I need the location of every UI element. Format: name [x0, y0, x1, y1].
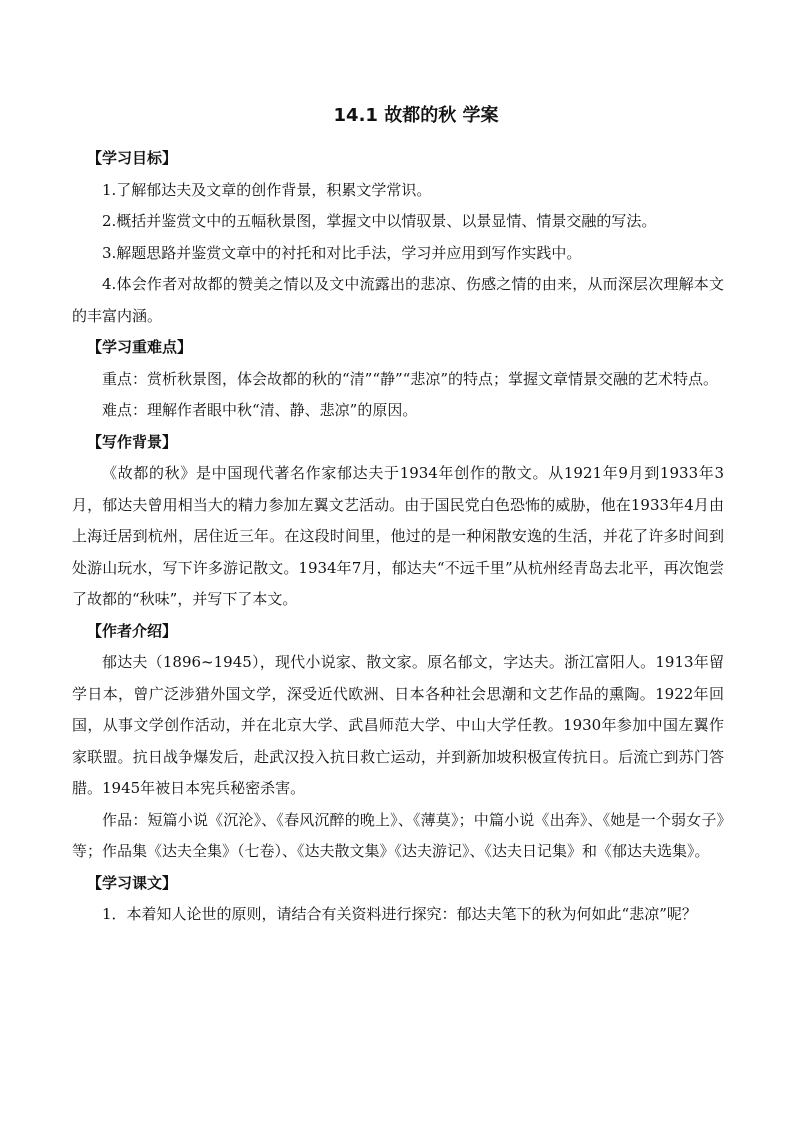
section-heading-key-points: 【学习重难点】	[87, 338, 193, 356]
author-works-paragraph: 作品：短篇小说《沉沦》、《春风沉醉的晚上》、《薄莫》；中篇小说《出奔》、《她是一个弱女子》等；作品集《达夫全集》（七卷）、《达夫散文集》《达夫游记》、《达夫日记集》和《郁达夫选集》。	[72, 810, 724, 860]
goal-item: 2.概括并鉴赏文中的五幅秋景图，掌握文中以情驭景、以景显情、情景交融的写法。	[102, 212, 657, 230]
author-bio-paragraph: 郁达夫（1896~1945），现代小说家、散文家。原名郁文，字达夫。浙江富阳人。1913年留学日本，曾广泛涉猎外国文学，深受近代欧洲、日本各种社会思潮和文艺作品的熏陶。1922年回国，从事文学创作活动，并在北京大学、武昌师范大学、中山大学任教。1930年参加中国左翼作家联盟。抗日战争爆发后，赴武汉投入抗日救亡运动，并到新加坡积极宣传抗日。后流亡到苏门答腊。1945年被日本宪兵秘密杀害。	[72, 653, 724, 797]
goal-item: 3.解题思路并鉴赏文章中的衬托和对比手法，学习并应用到写作实践中。	[102, 243, 582, 262]
goal-item: 1.了解郁达夫及文章的创作背景，积累文学常识。	[102, 180, 432, 199]
page-title: 14.1 故都的秋 学案	[333, 105, 499, 126]
section-heading-author: 【作者介绍】	[87, 621, 178, 640]
section-heading-goals: 【学习目标】	[87, 149, 178, 167]
difficulty-paragraph: 难点：理解作者眼中秋“清、静、悲凉”的原因。	[102, 401, 418, 419]
background-paragraph: 《故都的秋》是中国现代著名作家郁达夫于1934年创作的散文。从1921年9月到1933年3月，郁达夫曾用相当大的精力参加左翼文艺活动。由于国民党白色恐怖的威胁，他在1933年4月由上海迁居到杭州，居住近三年。在这段时间里，他过的是一种闲散安逸的生活，并花了许多时间到处游山玩水，写下许多游记散文。1934年7月，郁达夫“不远千里”从杭州经青岛去北平，再次饱尝了故都的“秋味”，并写下了本文。	[72, 464, 724, 608]
document-body	[72, 143, 724, 931]
section-heading-background: 【写作背景】	[87, 432, 178, 451]
goal-item: 4.体会作者对故都的赞美之情以及文中流露出的悲凉、伤感之情的由来，从而深层次理解本文的丰富内涵。	[72, 275, 724, 325]
section-heading-lesson: 【学习课文】	[87, 873, 178, 892]
focus-paragraph: 重点：赏析秋景图，体会故都的秋的“清”“静”“悲凉”的特点；掌握文章情景交融的艺术特点。	[102, 369, 719, 388]
lesson-question: 1．本着知人论世的原则，请结合有关资料进行探究：郁达夫笔下的秋为何如此“悲凉”呢？	[102, 905, 697, 923]
